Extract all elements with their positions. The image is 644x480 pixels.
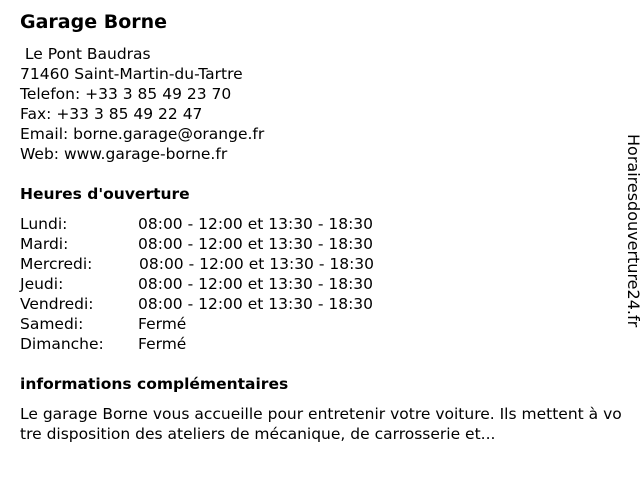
day-label: Jeudi:	[20, 275, 64, 293]
contact-block	[20, 44, 264, 164]
address-city: 71460 Saint-Martin-du-Tartre	[20, 65, 243, 83]
hours-row-wednesday	[20, 254, 440, 274]
email-address: Email: borne.garage@orange.fr	[20, 125, 265, 143]
time-value: 08:00 - 12:00 et 13:30 - 18:30	[138, 235, 374, 253]
phone-number: Telefon: +33 3 85 49 23 70	[20, 85, 232, 103]
time-value: Fermé	[138, 315, 187, 333]
hours-row-thursday	[20, 274, 440, 294]
day-label: Samedi:	[20, 315, 84, 333]
day-label: Mardi:	[20, 235, 69, 253]
fax-number: Fax: +33 3 85 49 22 47	[20, 105, 203, 123]
time-value: 08:00 - 12:00 et 13:30 - 18:30	[138, 215, 374, 233]
hours-row-saturday	[20, 314, 440, 334]
hours-row-monday	[20, 214, 440, 234]
info-heading: informations complémentaires	[20, 375, 289, 393]
business-name: Garage Borne	[20, 11, 168, 33]
time-value: Fermé	[138, 335, 187, 353]
info-description: Le garage Borne vous accueille pour entretenir votre voiture. Ils mettent à votre disposition des ateliers de mécanique, de carrosserie et...	[20, 405, 622, 443]
hours-row-sunday	[20, 334, 440, 354]
day-label: Dimanche:	[20, 335, 104, 353]
hours-heading: Heures d'ouverture	[20, 185, 190, 203]
day-label: Vendredi:	[20, 295, 94, 313]
day-label: Mercredi:	[20, 255, 93, 273]
hours-row-friday	[20, 294, 440, 314]
website: Web: www.garage-borne.fr	[20, 145, 228, 163]
time-value: 08:00 - 12:00 et 13:30 - 18:30	[138, 275, 374, 293]
time-value: 08:00 - 12:00 et 13:30 - 18:30	[139, 255, 375, 273]
site-watermark: Horairesdouverture24.fr	[624, 134, 643, 328]
day-label: Lundi:	[20, 215, 68, 233]
hours-row-tuesday	[20, 234, 440, 254]
opening-hours-table	[20, 214, 440, 354]
time-value: 08:00 - 12:00 et 13:30 - 18:30	[138, 295, 374, 313]
address-street: Le Pont Baudras	[20, 45, 151, 63]
